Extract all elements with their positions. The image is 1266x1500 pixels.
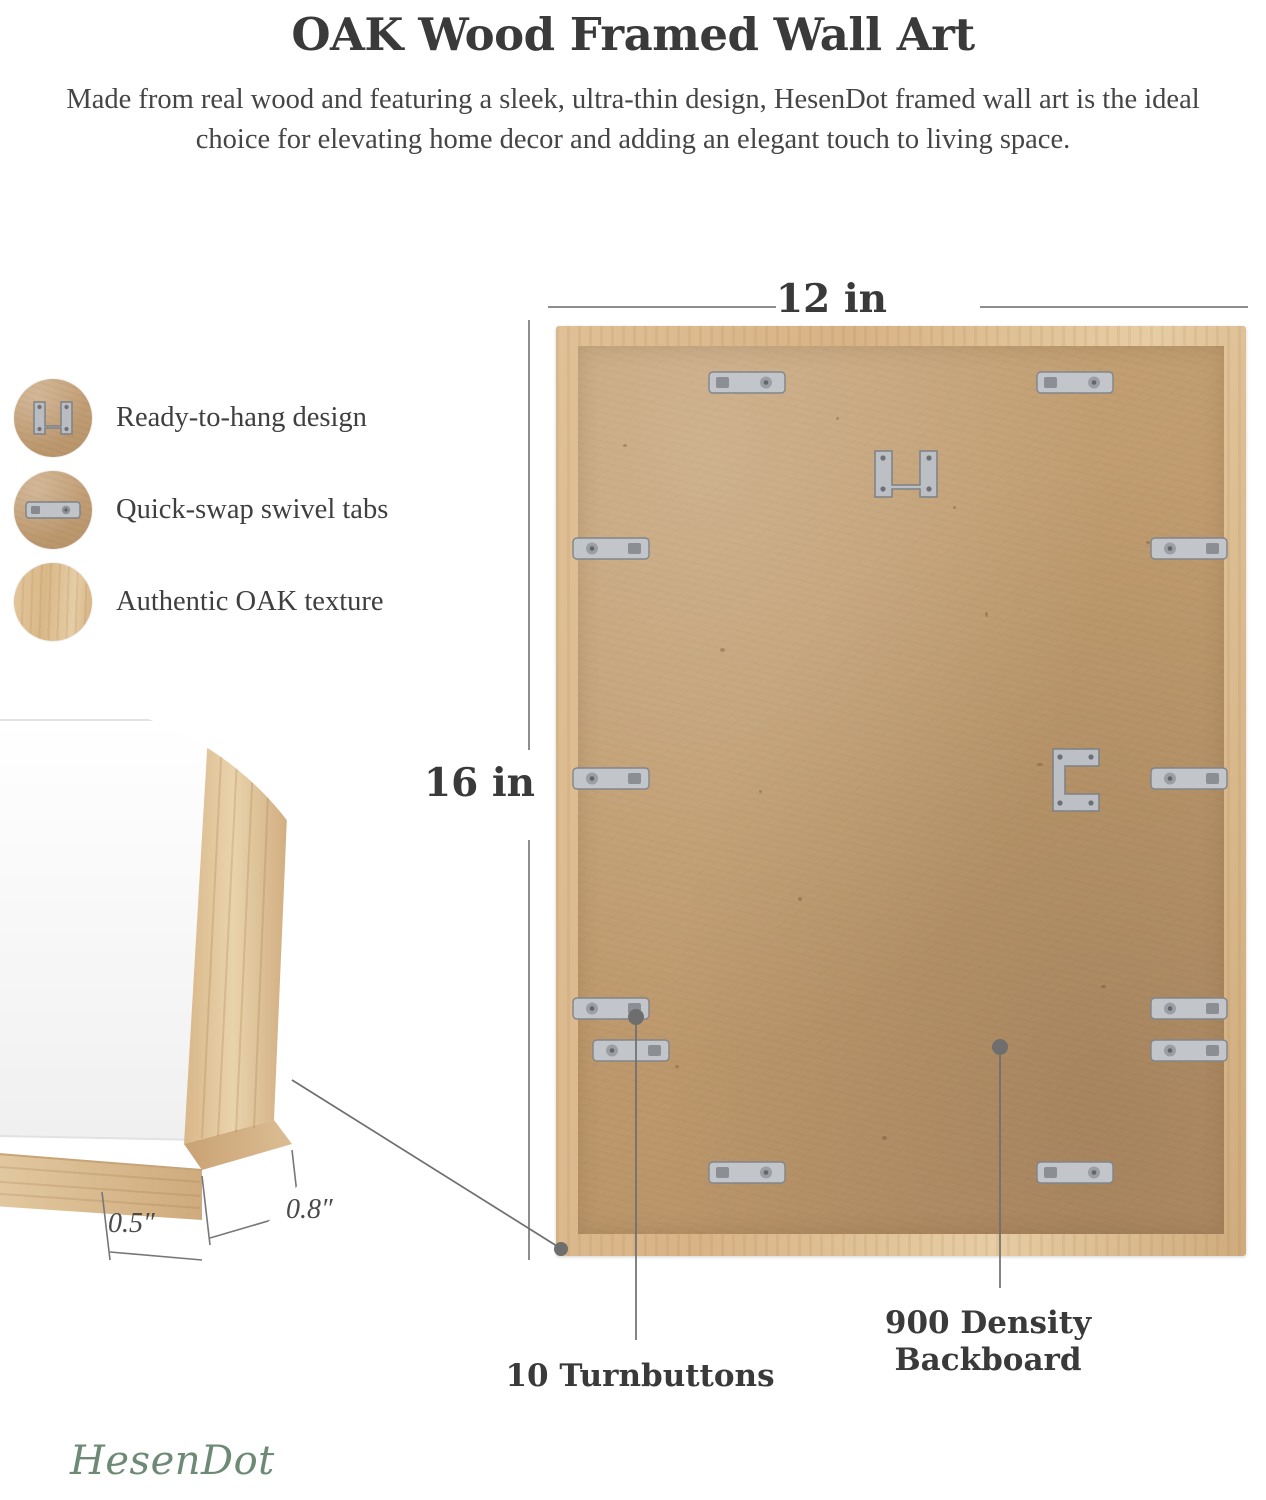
turnbutton-glyph — [1150, 994, 1228, 1024]
height-dimension-line-lower — [528, 840, 530, 1260]
turnbutton-tab-glyph — [25, 499, 81, 521]
turnbutton-glyph — [592, 1036, 670, 1066]
turnbutton-glyph — [1150, 764, 1228, 794]
turnbutton-glyph — [572, 764, 650, 794]
frame-face-dimension-label: 0.5″ — [108, 1208, 155, 1239]
turnbutton-glyph — [708, 1158, 786, 1188]
turnbutton — [1150, 994, 1228, 1024]
turnbutton-glyph — [1150, 534, 1228, 564]
feature-label: Quick-swap swivel tabs — [116, 494, 389, 525]
turnbutton-glyph — [572, 534, 650, 564]
brand-logo: HesenDot — [70, 1438, 275, 1484]
turnbutton-tab-icon — [14, 471, 92, 549]
backboard-callout-line2: Backboard — [894, 1341, 1082, 1378]
backboard-surface — [578, 346, 1224, 1234]
frame-depth-dimension-label: 0.8″ — [286, 1194, 333, 1225]
turnbutton-glyph — [1036, 1158, 1114, 1188]
turnbutton — [572, 764, 650, 794]
hanger-bracket-glyph — [1048, 744, 1104, 816]
hanger-bracket-glyph — [30, 398, 76, 438]
height-dimension-line-upper — [528, 320, 530, 750]
backboard-callout-line1: 900 Density — [884, 1305, 1092, 1341]
width-dimension-label: 12 in — [776, 276, 888, 322]
oak-wood-swatch-icon — [14, 563, 92, 641]
feature-label: Authentic OAK texture — [116, 586, 384, 617]
turnbutton — [708, 368, 786, 398]
turnbutton-glyph — [1150, 1036, 1228, 1066]
list-item — [14, 372, 484, 464]
turnbutton — [592, 1036, 670, 1066]
turnbutton — [1150, 764, 1228, 794]
width-dimension-line — [548, 306, 1248, 308]
turnbutton-glyph — [1036, 368, 1114, 398]
page-title: OAK Wood Framed Wall Art — [291, 8, 975, 61]
turnbutton — [1150, 534, 1228, 564]
hanger-bracket — [870, 446, 942, 507]
height-dimension-label: 16 in — [424, 760, 536, 806]
backboard-callout-label — [848, 1305, 1128, 1378]
turnbutton — [572, 534, 650, 564]
turnbutton — [708, 1158, 786, 1188]
corner-detail-drawing — [0, 700, 352, 1320]
feature-list — [14, 372, 484, 648]
turnbutton — [1036, 368, 1114, 398]
list-item — [14, 464, 484, 556]
turnbutton — [1036, 1158, 1114, 1188]
turnbutton-glyph — [708, 368, 786, 398]
turnbuttons-callout-label: 10 Turnbuttons — [505, 1358, 775, 1394]
list-item — [14, 556, 484, 648]
page-subtitle: Made from real wood and featuring a sleek, ultra-thin design, HesenDot framed wall art is the ideal choice for elevating home decor and adding an elegant touch to living space. — [66, 84, 1200, 156]
hanger-bracket-side — [1048, 744, 1104, 821]
frame-back-illustration — [556, 326, 1246, 1256]
hanger-bracket-glyph — [870, 446, 942, 502]
turnbutton — [1150, 1036, 1228, 1066]
hanger-bracket-icon — [14, 379, 92, 457]
turnbutton — [592, 1008, 670, 1038]
feature-label: Ready-to-hang design — [116, 402, 367, 433]
corner-detail-inset — [0, 700, 352, 1320]
